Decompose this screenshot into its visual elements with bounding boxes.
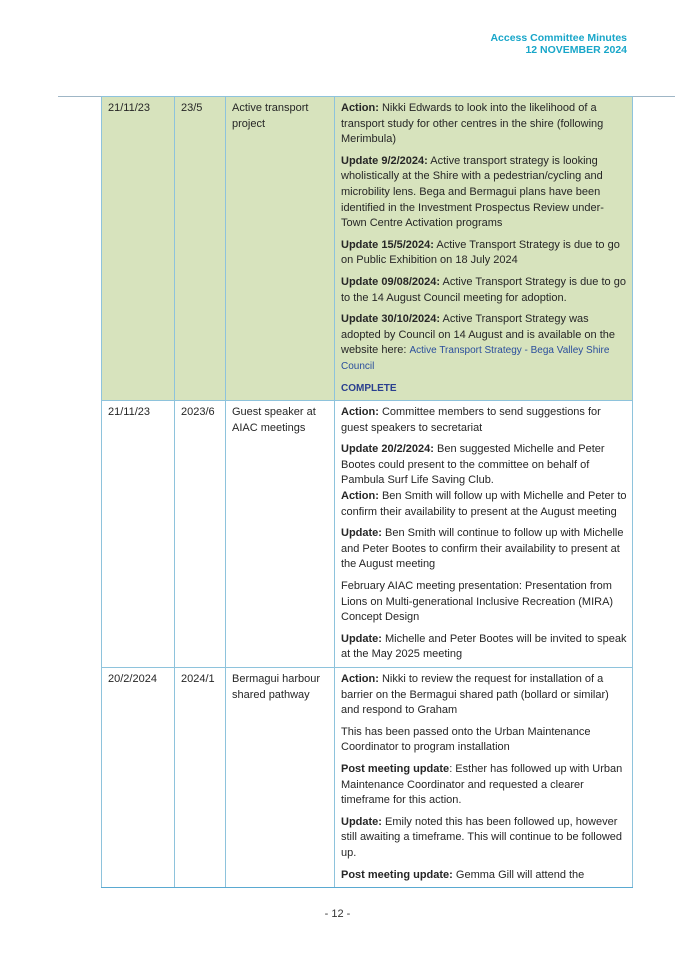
action-entry bbox=[341, 762, 628, 809]
item-number-cell: 2023/6 bbox=[175, 401, 226, 668]
action-entry bbox=[341, 815, 628, 862]
action-entry bbox=[341, 442, 628, 489]
entry-label: Action: bbox=[341, 406, 379, 419]
entry-label: Action: bbox=[341, 102, 379, 114]
entry-label: Post meeting update bbox=[341, 762, 450, 775]
action-entry bbox=[341, 868, 628, 884]
minutes-table bbox=[101, 96, 633, 888]
meeting-date-cell: 20/2/2024 bbox=[102, 668, 175, 888]
action-entry bbox=[341, 275, 628, 306]
action-entry bbox=[341, 579, 628, 626]
entry-text: Gemma Gill will attend the bbox=[452, 868, 585, 881]
item-number-cell: 2024/1 bbox=[175, 668, 226, 888]
entry-label: Update 9/2/2024: bbox=[341, 154, 428, 167]
entry-label: Update 20/2/2024: bbox=[341, 443, 434, 456]
entry-text: : Esther has followed up with Urban Maintenance Coordinator and requested a clearer timeframe for this action. bbox=[341, 762, 623, 807]
status-badge: COMPLETE bbox=[341, 382, 397, 394]
entry-text: Ben Smith will follow up with Michelle and Peter to confirm their availability to present at the August meeting bbox=[341, 490, 627, 518]
entry-text: Active Transport Strategy was adopted by Council on 14 August and is available on the website here: bbox=[341, 313, 615, 357]
action-entry bbox=[341, 154, 628, 232]
entry-label: Action: bbox=[341, 490, 379, 503]
action-cell bbox=[335, 97, 633, 401]
entry-text: This has been passed onto the Urban Maintenance Coordinator to program installation bbox=[341, 725, 591, 754]
entry-text: Michelle and Peter Bootes will be invited to speak at the May 2025 meeting bbox=[341, 632, 627, 661]
entry-text: Nikki Edwards to look into the likelihood of a transport study for other centres in the shire (following Merimbula) bbox=[341, 102, 604, 146]
strategy-link[interactable]: Active Transport Strategy - Bega Valley Shire Council bbox=[341, 345, 610, 372]
table-row bbox=[102, 97, 633, 401]
action-entry bbox=[341, 238, 628, 269]
action-entry bbox=[341, 672, 628, 719]
action-entry bbox=[341, 725, 628, 756]
page-number: - 12 - bbox=[324, 908, 351, 920]
entry-label: Update 15/5/2024: bbox=[341, 238, 434, 251]
entry-label: Update 30/10/2024: bbox=[341, 313, 441, 326]
item-title-cell: Active transport project bbox=[226, 97, 335, 401]
table-row bbox=[102, 668, 633, 888]
action-entry bbox=[341, 489, 628, 520]
minutes-table-body bbox=[102, 97, 633, 888]
entry-label: Update: bbox=[341, 527, 382, 540]
entry-text: Emily noted this has been followed up, however still awaiting a timeframe. This will continue to be followed up. bbox=[341, 815, 623, 859]
entry-label: Action: bbox=[341, 673, 379, 685]
entry-text: Ben suggested Michelle and Peter Bootes could present to the committee on behalf of Pambula Surf Life Saving Club. bbox=[341, 443, 605, 487]
meeting-date-cell: 21/11/23 bbox=[102, 401, 175, 668]
entry-label: Post meeting update: bbox=[341, 868, 453, 881]
table-row bbox=[102, 401, 633, 668]
action-entry bbox=[341, 101, 628, 148]
item-number-cell: 23/5 bbox=[175, 97, 226, 401]
entry-text: Nikki to review the request for installation of a barrier on the Bermagui shared path (bollard or similar) and respond to Graham bbox=[341, 673, 609, 717]
action-cell bbox=[335, 668, 633, 888]
item-title-cell: Bermagui harbour shared pathway bbox=[226, 668, 335, 888]
entry-text: Active transport strategy is looking wholistically at the Shire with a pedestrian/cycling and microbility lens. Bega and Bermagui plans have been identified in the Investment Prospectus Review under- Town Centre Activation programs bbox=[341, 154, 604, 230]
header-title: Access Committee Minutes bbox=[490, 32, 627, 44]
entry-label: Update: bbox=[341, 815, 382, 828]
action-cell bbox=[335, 401, 633, 668]
action-entry bbox=[341, 312, 628, 374]
entry-label: Update: bbox=[341, 632, 382, 645]
entry-text: Ben Smith will continue to follow up with Michelle and Peter Bootes to confirm their availability to present at the August meeting bbox=[341, 527, 624, 571]
document-header bbox=[490, 32, 627, 56]
header-date: 12 NOVEMBER 2024 bbox=[525, 44, 627, 56]
entry-text: February AIAC meeting presentation: Presentation from Lions on Multi-generational Inclusive Recreation (MIRA) Concept Design bbox=[341, 580, 614, 624]
action-entry bbox=[341, 405, 628, 436]
action-entry bbox=[341, 526, 628, 573]
item-title-cell: Guest speaker at AIAC meetings bbox=[226, 401, 335, 668]
entry-text: Active Transport Strategy is due to go on Public Exhibition on 18 July 2024 bbox=[341, 238, 620, 267]
meeting-date-cell: 21/11/23 bbox=[102, 97, 175, 401]
action-entry bbox=[341, 632, 628, 663]
entry-text: Committee members to send suggestions for guest speakers to secretariat bbox=[341, 406, 601, 434]
entry-label: Update 09/08/2024: bbox=[341, 275, 441, 288]
entry-text: Active Transport Strategy is due to go to the 14 August Council meeting for adoption. bbox=[341, 275, 626, 304]
